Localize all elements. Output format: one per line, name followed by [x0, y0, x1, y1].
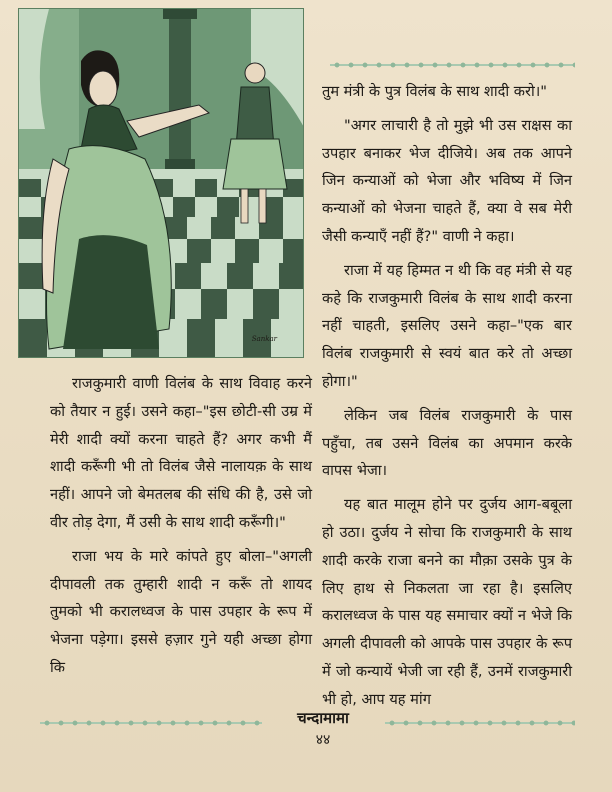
story-illustration	[18, 8, 304, 358]
magazine-title: चन्दामामा	[297, 709, 349, 727]
ornamental-border-top	[330, 58, 575, 72]
paragraph: लेकिन जब विलंब राजकुमारी के पास पहुँचा, तब उसने विलंब का अपमान करके वापस भेजा।	[322, 406, 572, 480]
paragraph: तुम मंत्री के पुत्र विलंब के साथ शादी करो।"	[322, 83, 548, 100]
ornamental-border-bottom-left	[40, 716, 262, 730]
left-text-column	[50, 370, 312, 688]
paragraph: राजकुमारी वाणी विलंब के साथ विवाह करने को तैयार न हुई। उसने कहा–"इस छोटी-सी उम्र में मेरी शादी क्यों करना चाहते हैं? अगर कभी मैं शादी करूँगी भी तो विलंब जैसे नालायक़ के साथ नहीं। आपने जो बेमतलब की संधि की है, उसे जो वीर तोड़ देगा, मैं उसी के साथ शादी करूँगी।"	[50, 375, 312, 531]
paragraph: राजा में यह हिम्मत न थी कि वह मंत्री से यह कहे कि राजकुमारी विलंब के साथ शादी करना नहीं चाहती, इसलिए उसने कहा–"एक बार विलंब राजकुमारी से स्वयं बात करे तो अच्छा होगा।"	[322, 261, 572, 390]
artist-signature: Sankar	[251, 335, 277, 343]
right-text-column	[322, 78, 572, 720]
ornamental-border-bottom-right	[385, 716, 575, 730]
princess-and-messenger-image	[19, 9, 304, 358]
paragraph: यह बात मालूम होने पर दुर्जय आग-बबूला हो उठा। दुर्जय ने सोचा कि राजकुमारी के साथ शादी करके राजा बनने का मौक़ा उसके पुत्र के लिए हाथ से निकलता जा रहा है। इसलिए करालध्वज के पास यह समाचार क्यों न भेजे कि अगली दीपावली को आपके पास उपहार के रूप में जो कन्यायें भेजी जा रही हैं, उनमें राजकुमारी भी हो, आप यह मांग	[322, 496, 572, 708]
paragraph: राजा भय के मारे कांपते हुए बोला–"अगली दीपावली तक तुम्हारी शादी न करूँ तो शायद तुमको भी करालध्वज के पास उपहार के रूप में भेजना पड़ेगा। इससे हज़ार गुने यही अच्छा होगा कि	[50, 547, 312, 676]
paragraph: "अगर लाचारी है तो मुझे भी उस राक्षस का उपहार बनाकर भेज दीजिये। अब तक आपने जिन कन्याओं को भेजा और भविष्य में जिन कन्याओं को भेजना चाहते हैं, क्या वे सब मेरी जैसी कन्याएँ नहीं हैं?" वाणी ने कहा।	[322, 116, 572, 245]
page-number: ४४	[315, 732, 331, 748]
